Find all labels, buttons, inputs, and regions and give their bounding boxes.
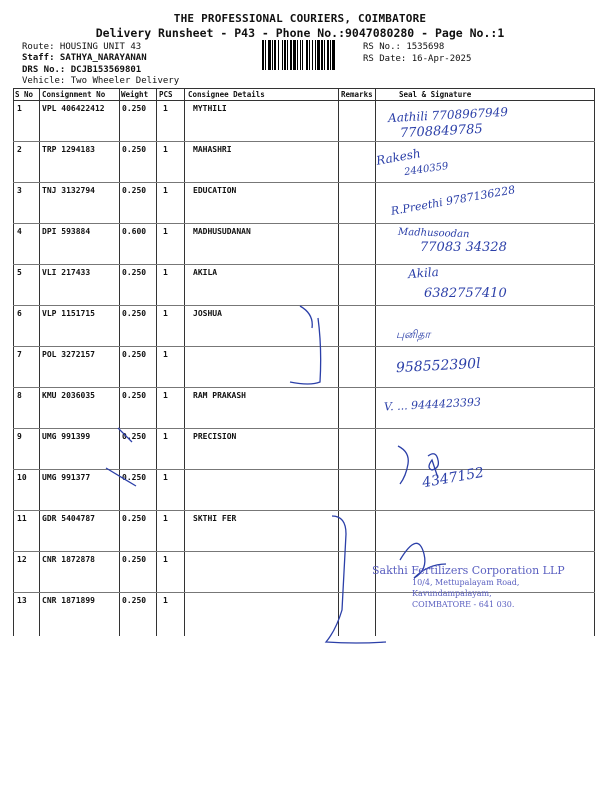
signature-row-3: R.Preethi 9787136228 xyxy=(389,183,517,218)
row-sno: 5 xyxy=(17,268,22,277)
row-weight: 0.600 xyxy=(122,227,147,236)
row-sno: 6 xyxy=(17,309,22,318)
row-sno: 3 xyxy=(17,186,22,195)
row-consignee: SKTHI FER xyxy=(193,514,237,523)
row-consignee: AKILA xyxy=(193,268,218,277)
row-consignee: EDUCATION xyxy=(193,186,237,195)
row-consignment-no: TNJ 3132794 xyxy=(42,186,95,195)
col-sno: S No xyxy=(15,90,34,99)
col-signature: Seal & Signature xyxy=(399,90,472,99)
phone-row-7: 958552390l xyxy=(395,355,482,377)
row-consignment-no: DPI 593884 xyxy=(42,227,91,236)
stamp-address-3: COIMBATORE - 641 030. xyxy=(412,600,515,609)
row-sno: 4 xyxy=(17,227,22,236)
route-label: Route: HOUSING UNIT 43 xyxy=(22,42,142,52)
col-pcs: PCS xyxy=(159,90,173,99)
row-pcs: 1 xyxy=(163,145,168,154)
tick-stroke xyxy=(106,428,136,486)
row-consignment-no: UMG 991377 xyxy=(42,473,91,482)
col-weight: Weight xyxy=(121,90,149,99)
row-sno: 13 xyxy=(17,596,27,605)
signature-row-5: Akila xyxy=(407,264,440,282)
row-pcs: 1 xyxy=(163,268,168,277)
row-consignment-no: POL 3272157 xyxy=(42,350,95,359)
row-weight: 0.250 xyxy=(122,309,147,318)
phone-row-4: 77083 34328 xyxy=(420,240,507,255)
row-weight: 0.250 xyxy=(122,104,147,113)
row-weight: 0.250 xyxy=(122,473,147,482)
row-sno: 8 xyxy=(17,391,22,400)
row-pcs: 1 xyxy=(163,186,168,195)
row-consignment-no: CNR 1871899 xyxy=(42,596,95,605)
row-consignee: MADHUSUDANAN xyxy=(193,227,251,236)
row-pcs: 1 xyxy=(163,309,168,318)
signature-row-2: Rakesh xyxy=(375,146,422,168)
runsheet-subtitle: Delivery Runsheet - P43 - Phone No.:9047080280 - Page No.:1 xyxy=(95,26,505,40)
row-weight: 0.250 xyxy=(122,432,147,441)
rs-date: RS Date: 16-Apr-2025 xyxy=(363,54,472,64)
row-weight: 0.250 xyxy=(122,186,147,195)
row-pcs: 1 xyxy=(163,104,168,113)
row-consignment-no: TRP 1294183 xyxy=(42,145,95,154)
row-consignment-no: UMG 991399 xyxy=(42,432,91,441)
row-pcs: 1 xyxy=(163,514,168,523)
row-weight: 0.250 xyxy=(122,391,147,400)
row-consignment-no: KMU 2036035 xyxy=(42,391,95,400)
bracket-stroke-2 xyxy=(398,446,408,484)
row-consignment-no: CNR 1872878 xyxy=(42,555,95,564)
row-sno: 10 xyxy=(17,473,27,482)
col-remarks: Remarks xyxy=(341,90,373,99)
signature-row-8: V. ... 9444423393 xyxy=(383,395,482,414)
row-weight: 0.250 xyxy=(122,514,147,523)
row-pcs: 1 xyxy=(163,350,168,359)
row-weight: 0.250 xyxy=(122,350,147,359)
stamp-address-1: 10/4, Mettupalayam Road, xyxy=(412,578,520,587)
col-consignee: Consignee Details xyxy=(188,90,265,99)
row-sno: 2 xyxy=(17,145,22,154)
row-weight: 0.250 xyxy=(122,145,147,154)
row-weight: 0.250 xyxy=(122,555,147,564)
row-pcs: 1 xyxy=(163,596,168,605)
row-pcs: 1 xyxy=(163,555,168,564)
row-consignment-no: VLP 1151715 xyxy=(42,309,95,318)
row-pcs: 1 xyxy=(163,432,168,441)
company-title: THE PROFESSIONAL COURIERS, COIMBATORE xyxy=(173,12,427,25)
row-pcs: 1 xyxy=(163,473,168,482)
rs-number: RS No.: 1535698 xyxy=(363,42,445,52)
row-sno: 11 xyxy=(17,514,27,523)
row-consignment-no: VLI 217433 xyxy=(42,268,91,277)
row-consignee: JOSHUA xyxy=(193,309,222,318)
bracket-stroke xyxy=(290,306,321,384)
drs-number: DRS No.: DCJB153569801 xyxy=(22,65,142,75)
signature-row-1: Aathili 7708967949 xyxy=(387,104,509,126)
stamp-address-2: Kavundampalayam, xyxy=(412,589,492,598)
col-consignment: Consignment No xyxy=(42,90,106,99)
signature-row-4: Madhusoodan xyxy=(397,226,470,241)
row-sno: 1 xyxy=(17,104,22,113)
row-consignee: MAHASHRI xyxy=(193,145,232,154)
phone-row-10: 4347152 xyxy=(421,464,486,492)
phone-row-1: 7708849785 xyxy=(399,121,484,142)
staff-label: Staff: SATHYA_NARAYANAN xyxy=(22,53,147,63)
row-consignee: MYTHILI xyxy=(193,104,227,113)
row-consignee: PRECISION xyxy=(193,432,237,441)
row-pcs: 1 xyxy=(163,391,168,400)
phone-row-5: 6382757410 xyxy=(424,286,507,301)
row-sno: 9 xyxy=(17,432,22,441)
vehicle-label: Vehicle: Two Wheeler Delivery xyxy=(22,76,180,86)
row-consignment-no: VPL 406422412 xyxy=(42,104,105,113)
stamp-company-name: Sakthi Fertilizers Corporation LLP xyxy=(372,564,565,577)
company-stamp xyxy=(372,564,565,610)
row-weight: 0.250 xyxy=(122,268,147,277)
signature-row-7: புனிதா xyxy=(396,328,431,341)
row-sno: 12 xyxy=(17,555,27,564)
row-consignment-no: GDR 5404787 xyxy=(42,514,95,523)
row-weight: 0.250 xyxy=(122,596,147,605)
row-consignee: RAM PRAKASH xyxy=(193,391,246,400)
phone-row-2: 2440359 xyxy=(403,160,450,179)
row-pcs: 1 xyxy=(163,227,168,236)
row-sno: 7 xyxy=(17,350,22,359)
signature-scribble-10 xyxy=(428,454,438,478)
